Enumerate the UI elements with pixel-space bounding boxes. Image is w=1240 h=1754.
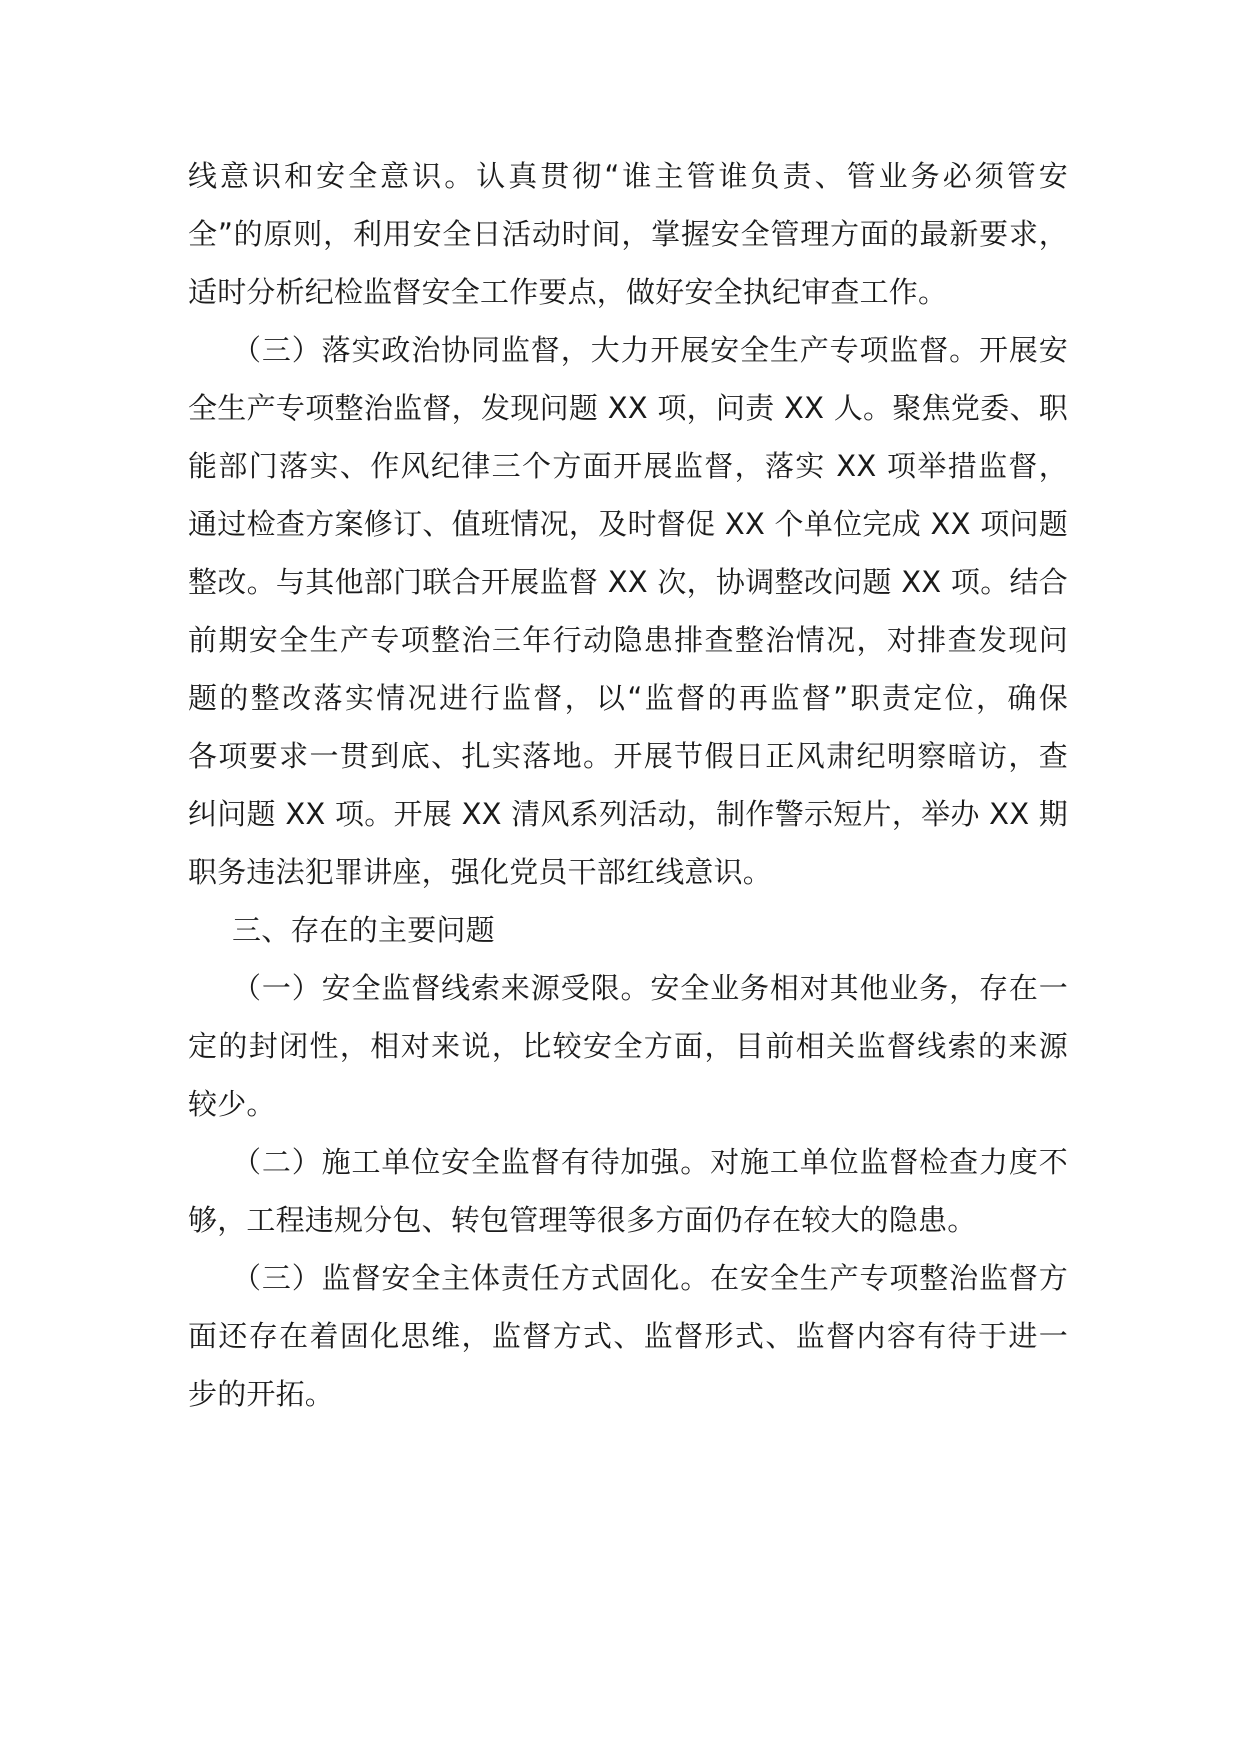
text-line: 全”的原则，利用安全日活动时间，掌握安全管理方面的最新要求， bbox=[188, 217, 1068, 251]
text-line: 题的整改落实情况进行监督，以“监督的再监督”职责定位，确保 bbox=[188, 681, 1068, 715]
text-line: 步的开拓。 bbox=[188, 1377, 335, 1411]
text-line: 够，工程违规分包、转包管理等很多方面仍存在较大的隐患。 bbox=[188, 1203, 977, 1237]
text-line: 较少。 bbox=[188, 1087, 276, 1121]
text-line: 能部门落实、作风纪律三个方面开展监督，落实 XX 项举措监督， bbox=[188, 449, 1068, 483]
text-line: 全生产专项整治监督，发现问题 XX 项，问责 XX 人。聚焦党委、职 bbox=[188, 391, 1068, 425]
text-line: 定的封闭性，相对来说，比较安全方面，目前相关监督线索的来源 bbox=[188, 1029, 1068, 1063]
paragraph-heading-line: （一）安全监督线索来源受限。安全业务相对其他业务，存在一 bbox=[232, 971, 1068, 1005]
text-line: 纠问题 XX 项。开展 XX 清风系列活动，制作警示短片，举办 XX 期 bbox=[188, 797, 1068, 831]
text-line: 整改。与其他部门联合开展监督 XX 次，协调整改问题 XX 项。结合 bbox=[188, 565, 1068, 599]
text-line: 线意识和安全意识。认真贯彻“谁主管谁负责、管业务必须管安 bbox=[188, 159, 1068, 193]
paragraph-heading-line: （三）监督安全主体责任方式固化。在安全生产专项整治监督方 bbox=[232, 1261, 1068, 1295]
text-line: 各项要求一贯到底、扎实落地。开展节假日正风肃纪明察暗访，查 bbox=[188, 739, 1068, 773]
paragraph-heading-line: （二）施工单位安全监督有待加强。对施工单位监督检查力度不 bbox=[232, 1145, 1068, 1179]
text-line: 适时分析纪检监督安全工作要点，做好安全执纪审查工作。 bbox=[188, 275, 948, 309]
section-heading: 三、存在的主要问题 bbox=[232, 913, 495, 947]
text-line: 面还存在着固化思维，监督方式、监督形式、监督内容有待于进一 bbox=[188, 1319, 1068, 1353]
text-line: 通过检查方案修订、值班情况，及时督促 XX 个单位完成 XX 项问题 bbox=[188, 507, 1068, 541]
text-line: 前期安全生产专项整治三年行动隐患排查整治情况，对排查发现问 bbox=[188, 623, 1068, 657]
paragraph-heading-line: （三）落实政治协同监督，大力开展安全生产专项监督。开展安 bbox=[232, 333, 1068, 367]
text-line: 职务违法犯罪讲座，强化党员干部红线意识。 bbox=[188, 855, 773, 889]
